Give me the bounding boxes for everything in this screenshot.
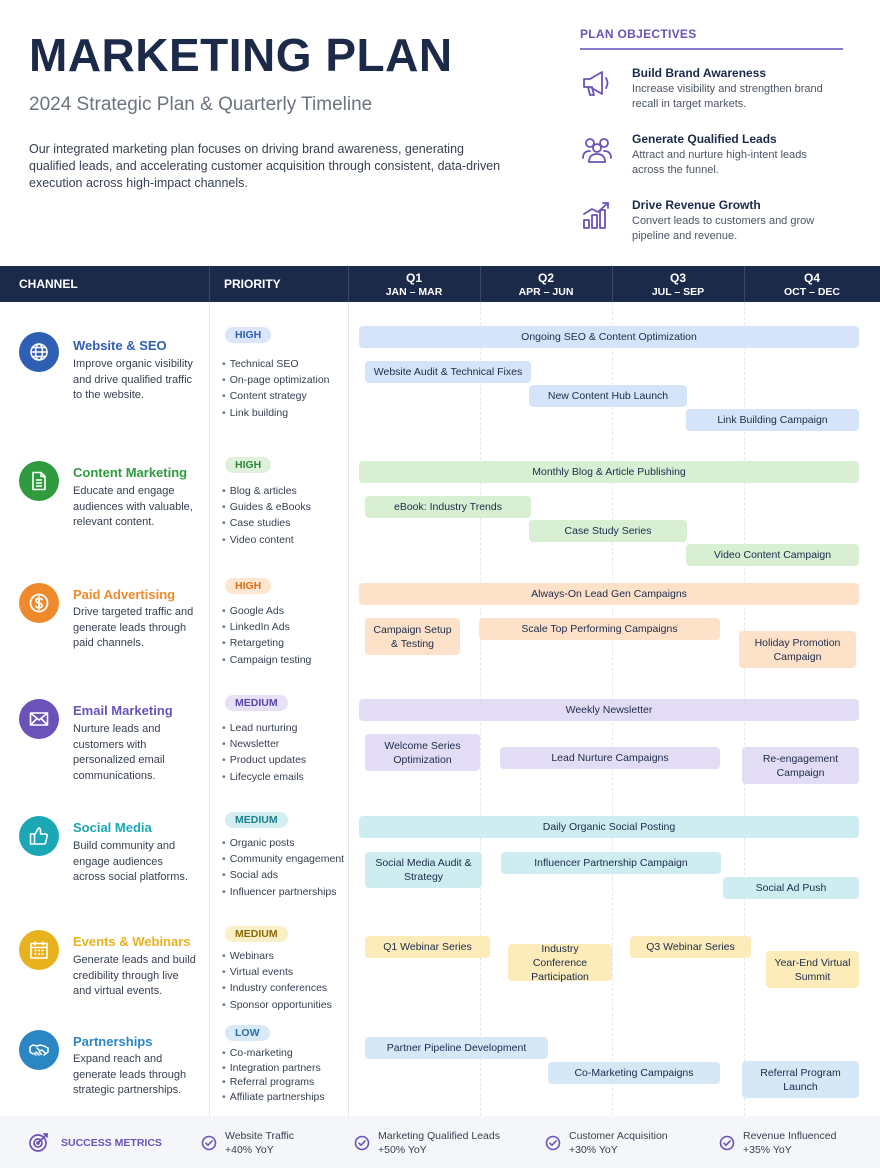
check-circle-icon (201, 1135, 217, 1156)
envelope-icon (29, 709, 49, 729)
metric-value: +35% YoY (743, 1144, 792, 1156)
timeline-bar: Re-engagement Campaign (742, 747, 859, 784)
list-item: • Blog & articles (222, 483, 311, 499)
metric-label: Website Traffic (225, 1130, 295, 1142)
calendar-icon (29, 940, 49, 960)
thumbs-up-icon (29, 826, 49, 846)
metric-label: Customer Acquisition (569, 1130, 668, 1142)
timeline-bar: Year-End Virtual Summit (766, 951, 859, 988)
list-item: • Sponsor opportunities (222, 997, 332, 1013)
priority-badge: MEDIUM (225, 695, 288, 711)
list-item: • Campaign testing (222, 652, 311, 668)
priority-badge: LOW (225, 1025, 270, 1041)
priority-badge: MEDIUM (225, 926, 288, 942)
channel-name: Website & SEO (73, 338, 167, 353)
objective-desc: Increase visibility and strengthen brand recall in target markets. (632, 83, 823, 110)
objective-qualified-leads (580, 132, 860, 182)
metric-value: +30% YoY (569, 1144, 618, 1156)
check-circle-icon (354, 1135, 370, 1156)
metric-value: +50% YoY (378, 1144, 427, 1156)
channel-desc: Improve organic visibility and drive qualified traffic to the website. (73, 358, 193, 401)
objective-title: Drive Revenue Growth (632, 198, 761, 212)
timeline-bar: Ongoing SEO & Content Optimization (359, 326, 859, 348)
objective-desc: Attract and nurture high-intent leads across the funnel. (632, 149, 807, 176)
column-header-q3: Q3 JUL – SEP (651, 271, 705, 298)
column-header-channel: CHANNEL (19, 277, 78, 291)
channel-icon (19, 583, 59, 623)
channel-name: Email Marketing (73, 703, 173, 718)
timeline-bar: Lead Nurture Campaigns (500, 747, 720, 769)
timeline-bar: Case Study Series (529, 520, 687, 542)
handshake-icon (29, 1040, 49, 1060)
channel-desc: Educate and engage audiences with valuable, relevant content. (73, 485, 193, 528)
objective-revenue-growth (580, 198, 860, 248)
channel-desc: Generate leads and build credibility through live and virtual events. (73, 954, 196, 997)
megaphone-icon (580, 68, 614, 98)
timeline-bar: Co-Marketing Campaigns (548, 1062, 720, 1084)
objective-title: Generate Qualified Leads (632, 132, 777, 146)
channel-icon (19, 816, 59, 856)
column-divider (209, 302, 210, 1116)
timeline-table-header (0, 266, 880, 302)
channel-desc: Expand reach and generate leads through strategic partnerships. (73, 1053, 187, 1096)
channel-name: Paid Advertising (73, 587, 176, 602)
channel-name: Events & Webinars (73, 934, 191, 949)
globe-icon (29, 342, 49, 362)
objective-brand-awareness (580, 66, 860, 116)
channel-icon (19, 1030, 59, 1070)
tactics-list (222, 356, 330, 421)
objectives-heading: PLAN OBJECTIVES (580, 27, 697, 41)
timeline-bar: Always-On Lead Gen Campaigns (359, 583, 859, 605)
column-divider (348, 302, 349, 1116)
priority-badge: HIGH (225, 578, 271, 594)
objective-title: Build Brand Awareness (632, 66, 767, 80)
list-item: • Industry conferences (222, 980, 332, 996)
timeline-bar: Social Ad Push (723, 877, 859, 899)
timeline-bar: Q3 Webinar Series (630, 936, 751, 958)
page-subtitle: 2024 Strategic Plan & Quarterly Timeline (29, 94, 373, 115)
target-icon (28, 1131, 50, 1158)
timeline-bar: Q1 Webinar Series (365, 936, 490, 958)
list-item: • Retargeting (222, 635, 311, 651)
list-item: • Referral programs (222, 1075, 325, 1090)
channel-name: Social Media (73, 820, 152, 835)
people-icon (580, 134, 614, 164)
list-item: • Virtual events (222, 964, 332, 980)
channel-desc: Build community and engage audiences across social platforms. (73, 840, 188, 883)
tactics-list (222, 603, 311, 668)
objective-desc: Convert leads to customers and grow pipeline and revenue. (632, 215, 815, 242)
list-item: • Lifecycle emails (222, 769, 306, 785)
list-item: • Video content (222, 532, 311, 548)
tactics-list (222, 720, 306, 785)
column-header-q1: Q1 JAN – MAR (385, 271, 443, 298)
list-item: • Influencer partnerships (222, 884, 344, 900)
column-header-q4: Q4 OCT – DEC (783, 271, 840, 298)
metrics-heading: SUCCESS METRICS (61, 1137, 162, 1149)
tactics-list (222, 483, 311, 548)
list-item: • Co-marketing (222, 1046, 325, 1061)
success-metrics-bar (0, 1116, 880, 1168)
timeline-bar: Partner Pipeline Development (365, 1037, 548, 1059)
timeline-bar: Influencer Partnership Campaign (501, 852, 721, 874)
list-item: • Google Ads (222, 603, 311, 619)
timeline-bar: Social Media Audit & Strategy (365, 852, 482, 888)
channel-icon (19, 332, 59, 372)
list-item: • Lead nurturing (222, 720, 306, 736)
check-circle-icon (719, 1135, 735, 1156)
timeline-bar: Welcome Series Optimization (365, 734, 480, 771)
list-item: • Organic posts (222, 835, 344, 851)
metric-label: Revenue Influenced (743, 1130, 837, 1142)
list-item: • Newsletter (222, 736, 306, 752)
list-item: • Technical SEO (222, 356, 330, 372)
list-item: • Community engagement (222, 851, 344, 867)
list-item: • Integration partners (222, 1061, 325, 1076)
check-circle-icon (545, 1135, 561, 1156)
channel-icon (19, 699, 59, 739)
timeline-bar: Campaign Setup & Testing (365, 618, 460, 655)
timeline-bar: Weekly Newsletter (359, 699, 859, 721)
channel-icon (19, 461, 59, 501)
list-item: • On-page optimization (222, 372, 330, 388)
tactics-list (222, 948, 332, 1013)
metric-label: Marketing Qualified Leads (378, 1130, 500, 1142)
timeline-bar: Referral Program Launch (742, 1061, 859, 1098)
channel-desc: Drive targeted traffic and generate leads through paid channels. (73, 606, 194, 649)
channel-icon (19, 930, 59, 970)
list-item: • Case studies (222, 515, 311, 531)
column-header-priority: PRIORITY (224, 277, 281, 291)
timeline-bar: Daily Organic Social Posting (359, 816, 859, 838)
priority-badge: HIGH (225, 457, 271, 473)
document-icon (29, 471, 49, 491)
channel-name: Content Marketing (73, 465, 188, 480)
channel-desc: Nurture leads and customers with personalized email communications. (73, 723, 165, 782)
timeline-bar: Industry Conference Participation (508, 944, 612, 981)
list-item: • Webinars (222, 948, 332, 964)
intro-paragraph: Our integrated marketing plan focuses on driving brand awareness, generating qualified leads, and accelerating customer acquisition through consistent, data-driven execution across high-impact channels. (29, 142, 501, 190)
growth-chart-icon (580, 200, 614, 230)
timeline-bar: New Content Hub Launch (529, 385, 687, 407)
priority-badge: HIGH (225, 327, 271, 343)
list-item: • Social ads (222, 867, 344, 883)
timeline-bar: Link Building Campaign (686, 409, 859, 431)
list-item: • LinkedIn Ads (222, 619, 311, 635)
timeline-bar: Website Audit & Technical Fixes (365, 361, 531, 383)
channel-name: Partnerships (73, 1034, 153, 1049)
metric-value: +40% YoY (225, 1144, 274, 1156)
list-item: • Content strategy (222, 388, 330, 404)
timeline-bar: Video Content Campaign (686, 544, 859, 566)
timeline-bar: Holiday Promotion Campaign (739, 631, 856, 668)
page-title: MARKETING PLAN (29, 29, 453, 81)
list-item: • Link building (222, 405, 330, 421)
timeline-bar: eBook: Industry Trends (365, 496, 531, 518)
column-header-q2: Q2 APR – JUN (518, 271, 574, 298)
tactics-list (222, 1046, 325, 1104)
priority-badge: MEDIUM (225, 812, 288, 828)
tactics-list (222, 835, 344, 900)
list-item: • Product updates (222, 752, 306, 768)
timeline-bar: Monthly Blog & Article Publishing (359, 461, 859, 483)
list-item: • Affiliate partnerships (222, 1090, 325, 1105)
timeline-bar: Scale Top Performing Campaigns (479, 618, 720, 640)
list-item: • Guides & eBooks (222, 499, 311, 515)
objectives-divider (580, 48, 843, 50)
dollar-icon (29, 593, 49, 613)
